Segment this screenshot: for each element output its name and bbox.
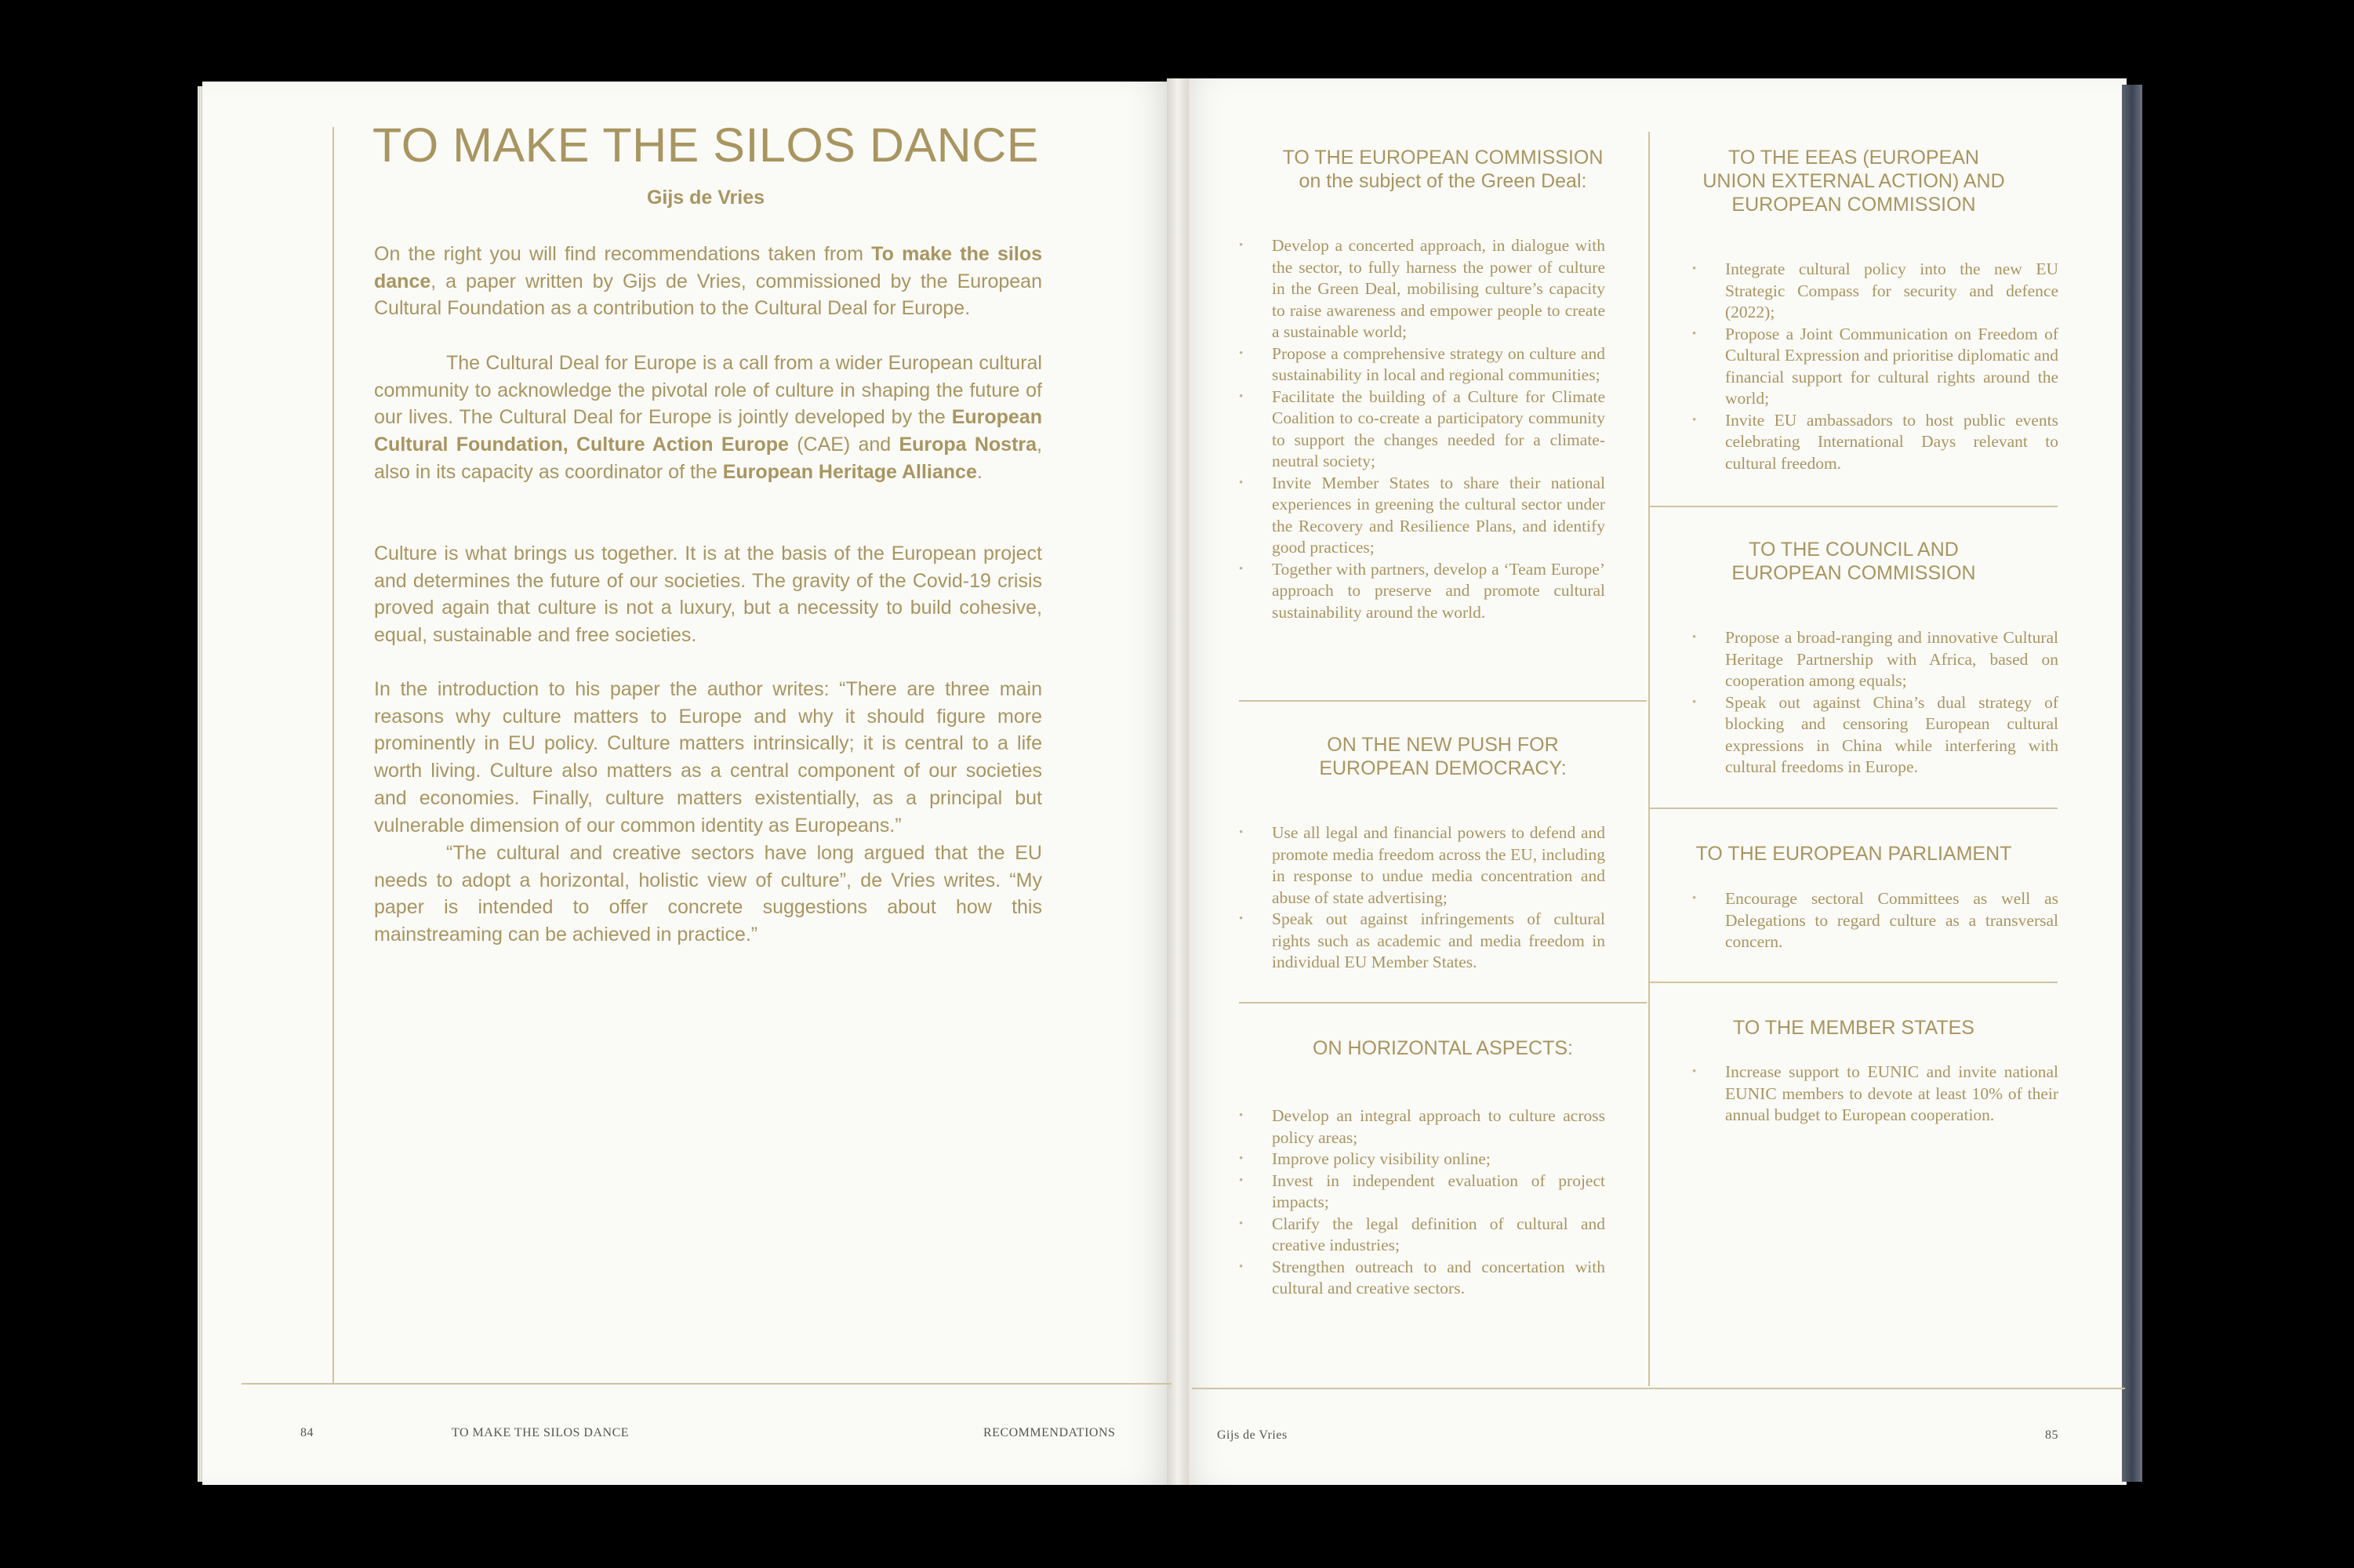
- closing-quote-paragraph: “The cultural and creative sectors have long argued that the EU needs to adopt a horizontal, holistic view of culture”, de Vries writes. “My paper is intended to offer concrete suggestions about how this mainstreaming can be achieved in practice.”: [374, 842, 1042, 946]
- list-commission-green-deal: [1239, 235, 1605, 623]
- list-item: • Together with partners, develop a ‘Team Europe’ approach to preserve and promote cultural sustainability around the world.: [1239, 559, 1605, 624]
- list-council-commission: [1692, 627, 2058, 779]
- list-item: • Speak out against China’s dual strategy of blocking and censoring European cultural expressions in China while interfering with cultural freedoms in Europe.: [1692, 692, 2058, 779]
- list-european-parliament: [1692, 888, 2058, 953]
- list-item: • Develop an integral approach to culture across policy areas;: [1239, 1105, 1605, 1149]
- right-footer-rule: [1192, 1388, 2125, 1389]
- divider-right-2: [1650, 808, 2058, 809]
- section-title-eeas-commission: TO THE EEAS (EUROPEAN UNION EXTERNAL ACTION) AND EUROPEAN COMMISSION: [1702, 147, 2005, 216]
- divider-left-2: [1239, 1002, 1647, 1004]
- list-european-democracy: [1239, 822, 1605, 974]
- list-item: • Propose a comprehensive strategy on culture and sustainability in local and regional communities;: [1239, 343, 1605, 387]
- list-member-states: [1692, 1062, 2058, 1127]
- list-horizontal-aspects: [1239, 1105, 1605, 1300]
- list-item: • Use all legal and financial powers to defend and promote media freedom across the EU, including in response to undue media concentration and abuse of state advertising;: [1239, 822, 1605, 909]
- list-eeas-commission: [1692, 259, 2058, 474]
- right-running-author: Gijs de Vries: [1217, 1428, 1288, 1442]
- introduction-quote-paragraph: In the introduction to his paper the author writes: “There are three main reasons why culture matters to Europe and why it should figure more prominently in EU policy. Culture matters intrinsically; it is central to a life worth living. Culture also matters as a central component of our societies and economies. Finally, culture matters existentially, as a principal but vulnerable dimension of our common identity as Europeans.”: [374, 678, 1042, 837]
- list-item: • Invite Member States to share their national experiences in greening the cultural sector under the Recovery and Resilience Plans, and identify good practices;: [1239, 473, 1605, 559]
- list-item: • Increase support to EUNIC and invite national EUNIC members to devote at least 10% of their annual budget to European cooperation.: [1692, 1062, 2058, 1127]
- section-title-commission-green-deal: TO THE EUROPEAN COMMISSION on the subject of the Green Deal:: [1282, 147, 1604, 192]
- divider-left-1: [1239, 700, 1647, 702]
- section-title-european-parliament: TO THE EUROPEAN PARLIAMENT: [1695, 843, 2012, 865]
- right-page-edges: [2122, 85, 2142, 1482]
- paper-title: To make the silos dance: [374, 243, 1042, 292]
- section-title-horizontal-aspects: ON HORIZONTAL ASPECTS:: [1313, 1037, 1573, 1059]
- divider-right-3: [1650, 982, 2058, 983]
- list-item: • Strengthen outreach to and concertation with cultural and creative sectors.: [1239, 1257, 1605, 1300]
- page-title: TO MAKE THE SILOS DANCE: [372, 118, 1039, 172]
- list-item: • Encourage sectoral Committees as well as Delegations to regard culture as a transversal concern.: [1692, 888, 2058, 953]
- left-section-label: RECOMMENDATIONS: [983, 1426, 1116, 1439]
- left-footer-rule: [242, 1383, 1172, 1385]
- right-page-number: 85: [2045, 1428, 2058, 1442]
- list-item: • Clarify the legal definition of cultural and creative industries;: [1239, 1214, 1605, 1257]
- book-gutter: [1167, 78, 1189, 1485]
- right-column-divider: [1648, 132, 1650, 1386]
- list-item: • Invest in independent evaluation of project impacts;: [1239, 1171, 1605, 1214]
- section-title-european-democracy: ON THE NEW PUSH FOR EUROPEAN DEMOCRACY:: [1319, 734, 1567, 779]
- list-item: • Propose a Joint Communication on Freedom of Cultural Expression and prioritise diplomatic and financial support for cultural rights around the world;: [1692, 324, 2058, 410]
- section-title-council-commission: TO THE COUNCIL AND EUROPEAN COMMISSION: [1731, 539, 1976, 584]
- list-item: • Speak out against infringements of cultural rights such as academic and media freedom in individual EU Member States.: [1239, 909, 1605, 974]
- divider-right-1: [1650, 506, 2058, 507]
- list-item: • Propose a broad-ranging and innovative Cultural Heritage Partnership with Africa, based on cooperation among equals;: [1692, 627, 2058, 692]
- culture-paragraph: Culture is what brings us together. It is at the basis of the European project and determines the future of our societies. The gravity of the Covid-19 crisis proved again that culture is not a luxury, but a necessity to build cohesive, equal, sustainable and free societies.: [374, 543, 1042, 647]
- author-name: Gijs de Vries: [646, 187, 765, 209]
- list-item: • Integrate cultural policy into the new EU Strategic Compass for security and defence (2022);: [1692, 259, 2058, 324]
- left-page-number: 84: [300, 1426, 314, 1439]
- list-item: • Invite EU ambassadors to host public events celebrating International Days relevant to cultural freedom.: [1692, 410, 2058, 475]
- cultural-deal-paragraph: The Cultural Deal for Europe is a call from a wider European cultural community to acknowledge the pivotal role of culture in shaping the future of our lives. The Cultural Deal for Europe is jointly developed by the European Cultural Foundation, Culture Action Europe (CAE) and Europa Nostra, also in its capacity as coordinator of the European Heritage Alliance.: [374, 352, 1042, 483]
- left-running-title: TO MAKE THE SILOS DANCE: [452, 1426, 630, 1439]
- section-title-member-states: TO THE MEMBER STATES: [1733, 1017, 1974, 1039]
- list-item: • Develop a concerted approach, in dialogue with the sector, to fully harness the power of culture in the Green Deal, mobilising culture’s capacity to raise awareness and empower people to create a sustainable world;: [1239, 235, 1605, 343]
- list-item: • Facilitate the building of a Culture for Climate Coalition to co-create a participatory community to support the changes needed for a climate-neutral society;: [1239, 387, 1605, 473]
- intro-paragraph: On the right you will find recommendations taken from To make the silos dance, a paper written by Gijs de Vries, commissioned by the European Cultural Foundation as a contribution to the Cultural Deal for Europe.: [374, 243, 1042, 320]
- left-margin-rule: [332, 127, 334, 1385]
- list-item: • Improve policy visibility online;: [1239, 1149, 1605, 1171]
